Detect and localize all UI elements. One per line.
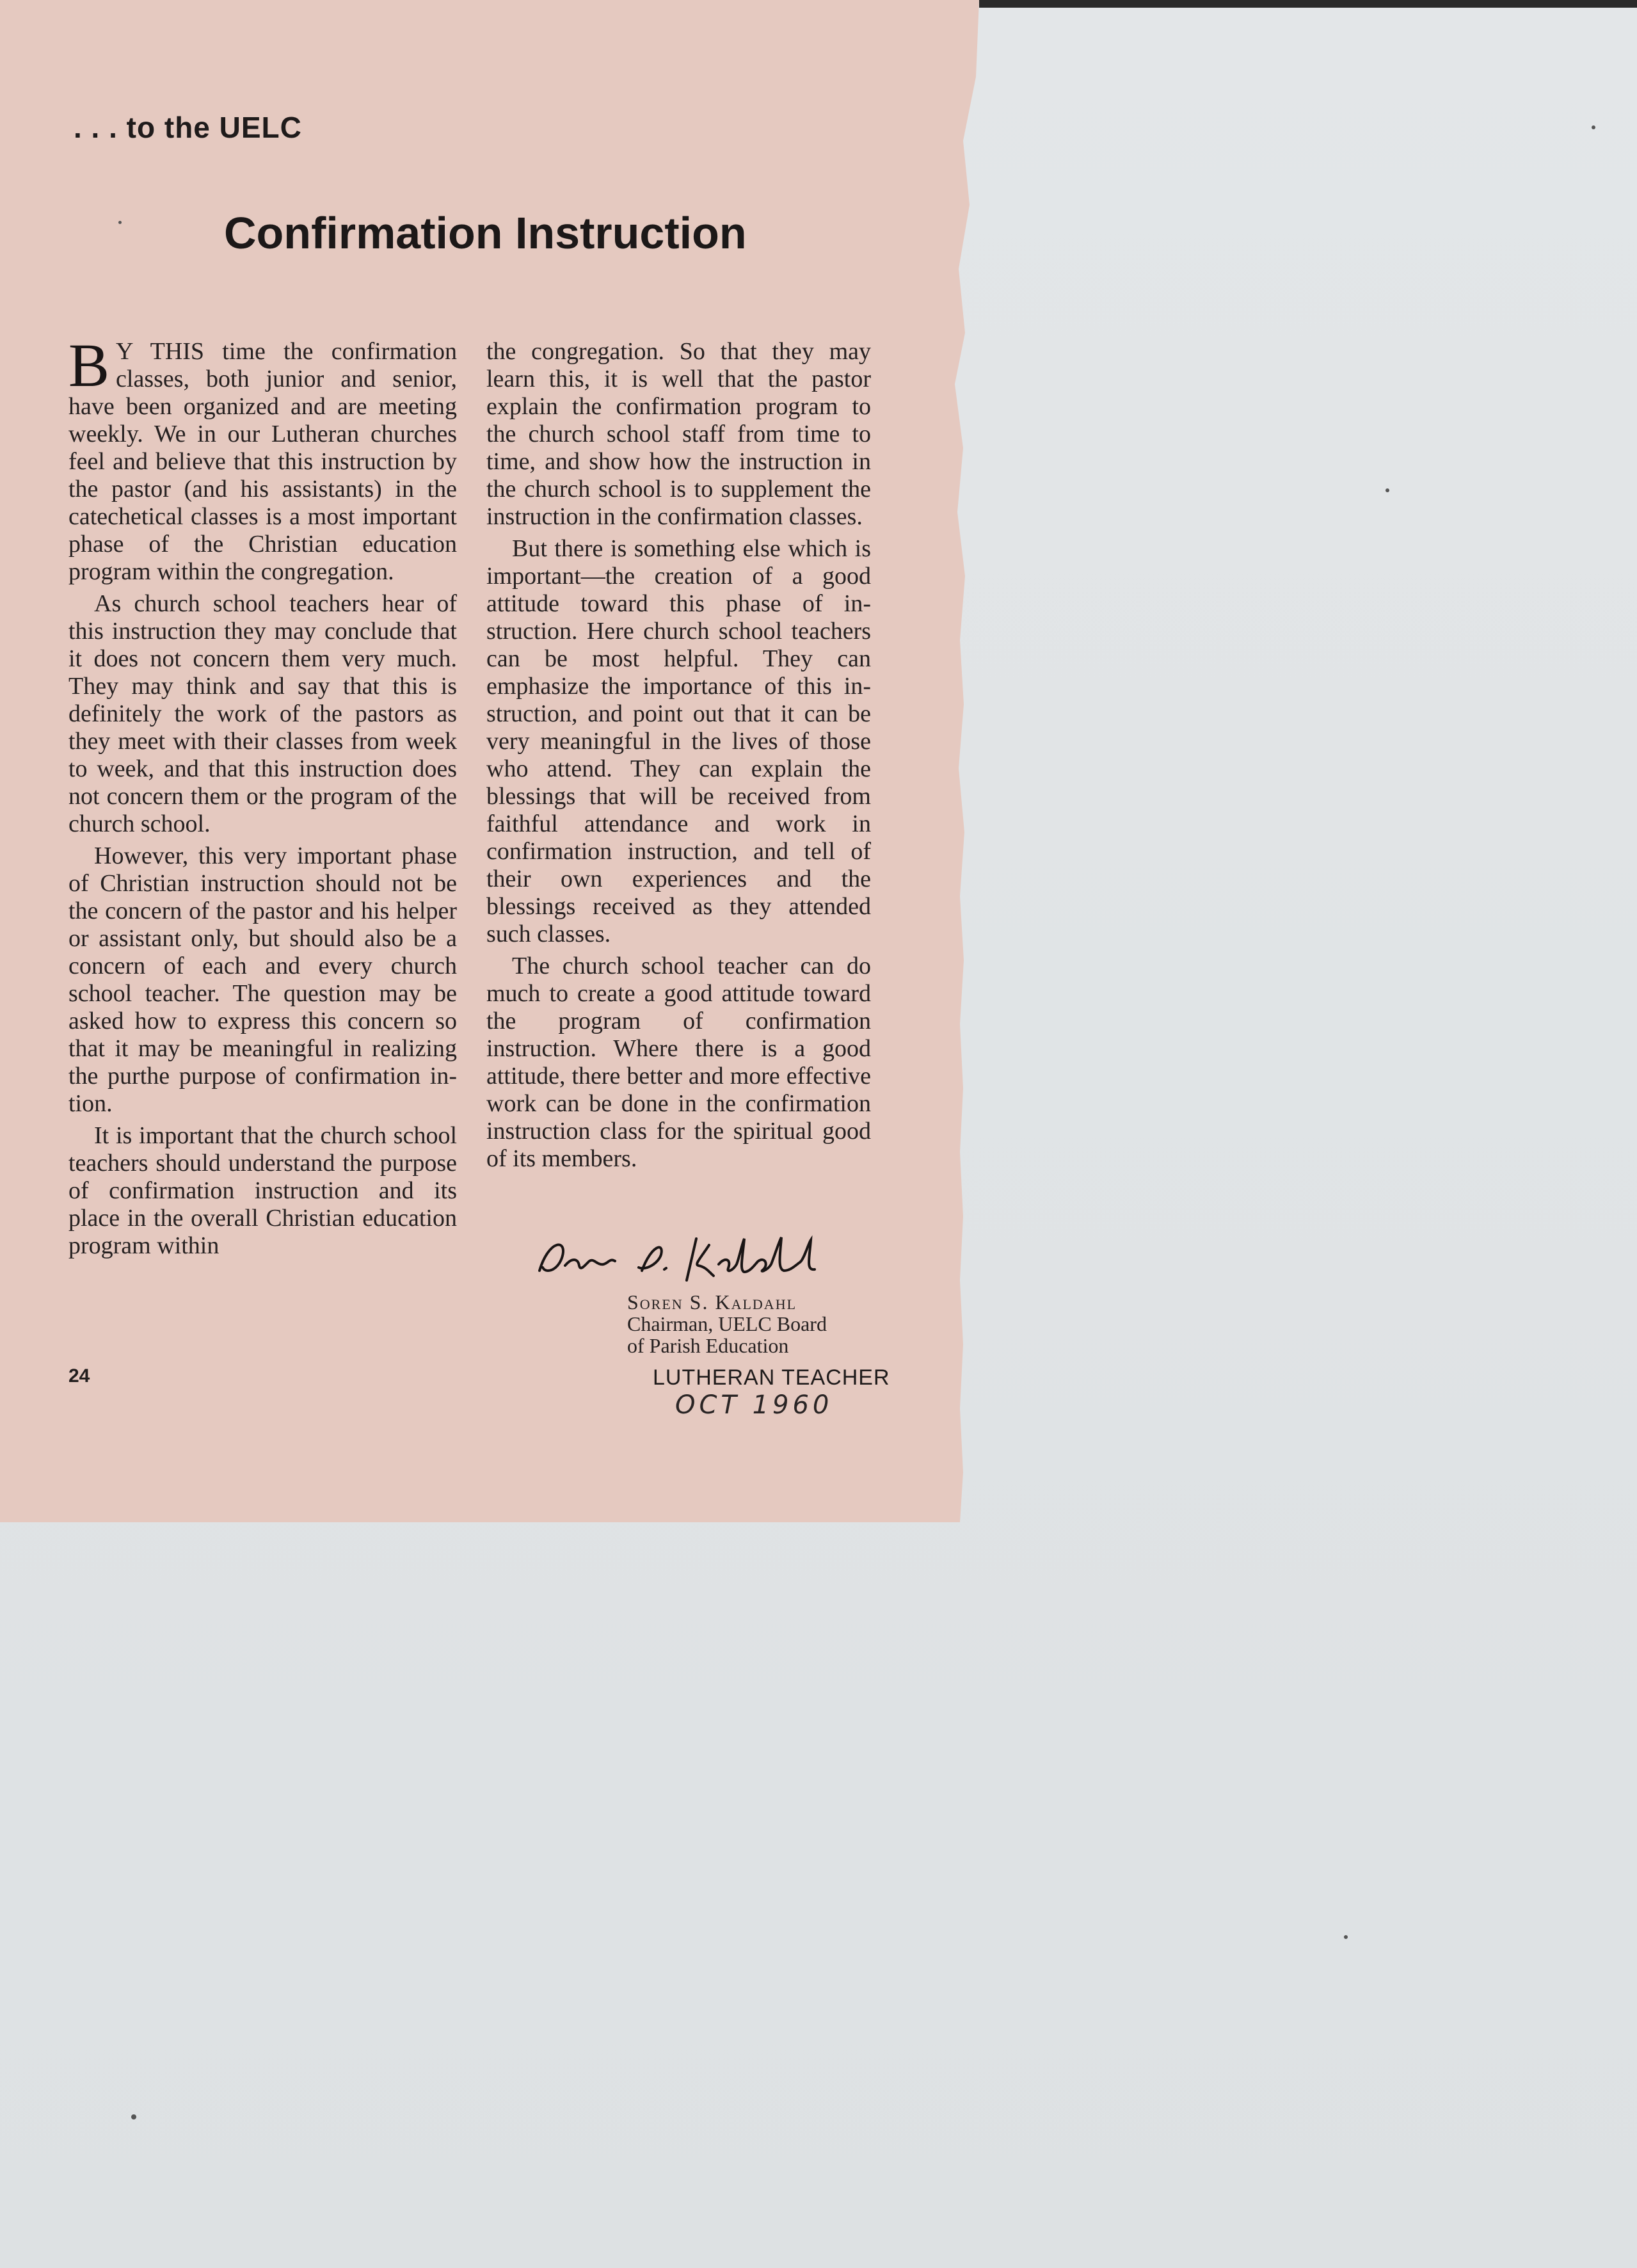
paragraph: The church school teacher can do much to create a good attitude toward the program of confirmation instruction. Where there is a good attitude, there better and more effective work can be done in the confirmation instruction class for the spiritual good of its members. [486, 953, 871, 1172]
article-title: Confirmation Instruction [224, 208, 747, 258]
paragraph: As church school teachers hear of this instruction they may conclude that it does not concern them very much. They may think and say that this is definitely the work of the pastors as they meet with their classes from week to week, and that this instruction does not concern them or the program of the church school. [68, 590, 457, 837]
signature-block [627, 1291, 827, 1356]
drop-cap: B [68, 331, 110, 399]
paragraph: the congregation. So that they may learn this, it is well that the pastor explain the confirmation program to the church school staff from time to time, and show how the instruction in the church school is to supplement the instruction in the confirmation classes. [486, 338, 871, 530]
left-column [68, 331, 457, 1264]
scan-edge-strip [979, 0, 1637, 8]
signer-title: Chairman, UELC Board [627, 1312, 827, 1335]
signer-name: Soren S. Kaldahl [627, 1291, 797, 1314]
handwritten-date: OCT 1960 [675, 1390, 833, 1420]
page-number: 24 [68, 1365, 90, 1387]
paragraph: However, this very important phase of Christian instruction should not be the concern of the pastor and his helper or assistant only, but should also be a concern of each and every church school teacher. The question may be asked how to express this concern so that it may be meaningful in realizing the purthe purpose of confirmation intion. [68, 842, 457, 1117]
dust-speck [1385, 488, 1389, 492]
dust-speck [131, 2114, 136, 2119]
dust-speck [118, 221, 122, 224]
dust-speck [1344, 1935, 1348, 1939]
handwritten-signature [533, 1226, 827, 1290]
dust-speck [1592, 125, 1595, 129]
paragraph: But there is something else which is important—the creation of a good attitude toward this phase of instruction. Here church school teachers can be most helpful. They can emphasize the importance of this instruction, and point out that it can be very meaningful in the lives of those who attend. They can explain the blessings that will be received from faithful attendance and work in confirmation instruction, and tell of their own experiences and the blessings received as they attended such classes. [486, 535, 871, 947]
right-column [486, 338, 871, 1177]
paragraph: It is important that the church school teachers should understand the purpose of confirmation instruction and its place in the overall Christian education program within [68, 1122, 457, 1259]
signer-title-cont: of Parish Education [627, 1334, 789, 1357]
magazine-name: LUTHERAN TEACHER [653, 1365, 890, 1390]
paragraph [68, 331, 457, 586]
paragraph-text: Y THIS time the confirmation classes, both junior and senior, have been organized and are meeting weekly. We in our Lutheran churches feel and believe that this instruction by the pastor (and his assistants) in the catechetical classes is a most important phase of the Christian education program within the congregation. [68, 338, 457, 585]
section-label: . . . to the UELC [74, 111, 302, 144]
